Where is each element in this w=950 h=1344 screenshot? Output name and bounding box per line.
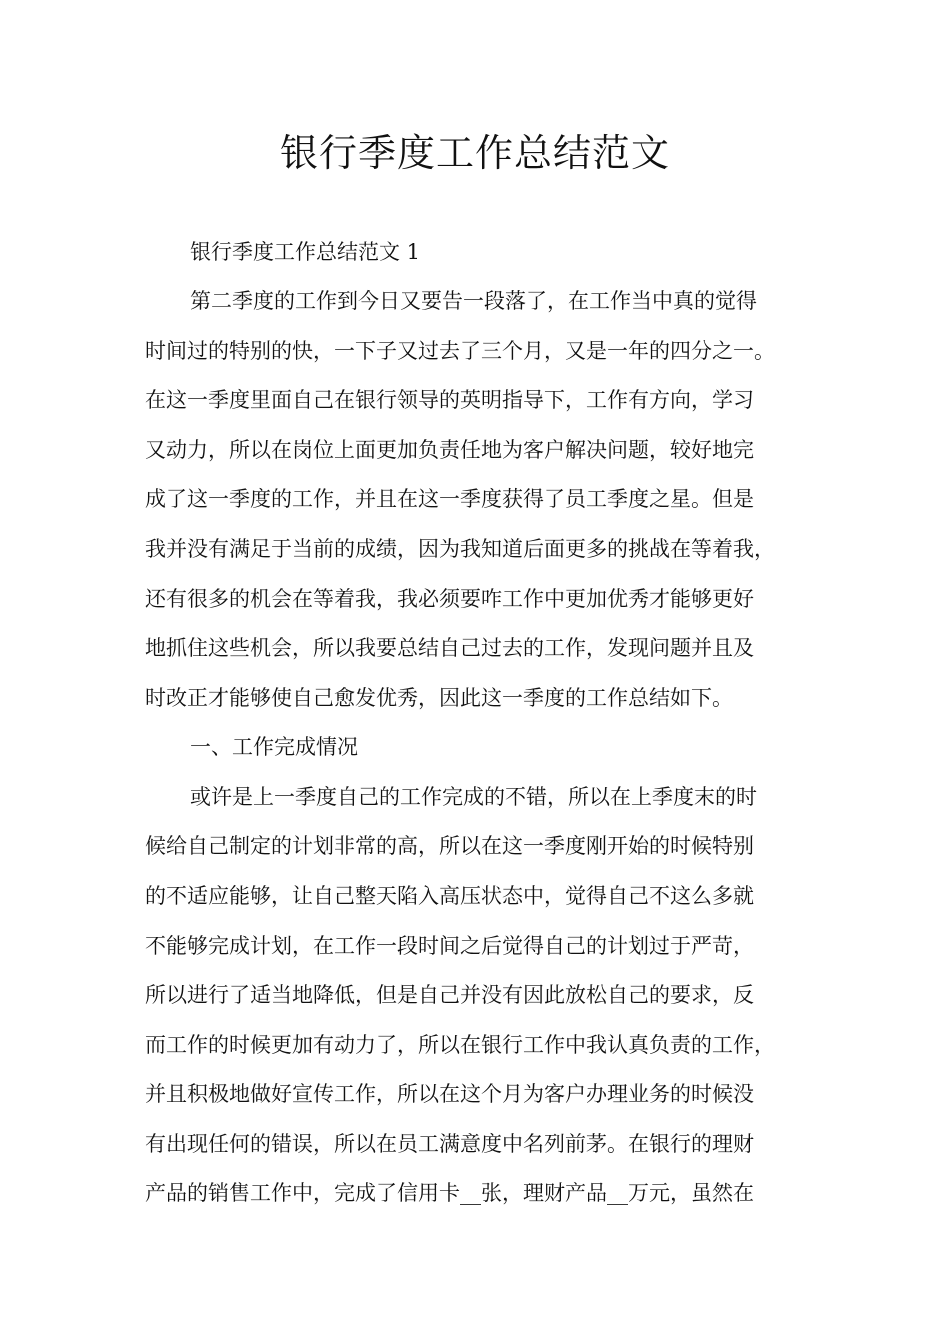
- paragraph-line: 还有很多的机会在等着我，我必须要咋工作中更加优秀才能够更好: [145, 587, 754, 611]
- paragraph-line: 产品的销售工作中，完成了信用卡__张，理财产品__万元，虽然在: [145, 1181, 754, 1205]
- section-heading: 一、工作完成情况: [190, 735, 358, 759]
- paragraph-line: 不能够完成计划，在工作一段时间之后觉得自己的计划过于严苛，: [145, 934, 754, 958]
- document-title: 银行季度工作总结范文: [279, 131, 670, 175]
- paragraph-line: 我并没有满足于当前的成绩，因为我知道后面更多的挑战在等着我，: [145, 537, 775, 561]
- paragraph-line: 候给自己制定的计划非常的高，所以在这一季度刚开始的时候特别: [145, 834, 754, 858]
- paragraph-line: 在这一季度里面自己在银行领导的英明指导下，工作有方向，学习: [145, 388, 754, 412]
- paragraph-line: 所以进行了适当地降低，但是自己并没有因此放松自己的要求，反: [145, 983, 754, 1007]
- paragraph-line: 又动力，所以在岗位上面更加负责任地为客户解决问题，较好地完: [145, 438, 754, 462]
- paragraph-line: 而工作的时候更加有动力了，所以在银行工作中我认真负责的工作，: [145, 1033, 775, 1057]
- paragraph-line: 成了这一季度的工作，并且在这一季度获得了员工季度之星。但是: [145, 487, 754, 511]
- paragraph-line: 的不适应能够，让自己整天陷入高压状态中，觉得自己不这么多就: [145, 884, 754, 908]
- paragraph-line: 时改正才能够使自己愈发优秀，因此这一季度的工作总结如下。: [145, 686, 733, 710]
- paragraph-line: 时间过的特别的快，一下子又过去了三个月，又是一年的四分之一。: [145, 339, 775, 363]
- section-heading: 银行季度工作总结范文 1: [190, 240, 421, 264]
- paragraph-line: 并且积极地做好宣传工作，所以在这个月为客户办理业务的时候没: [145, 1082, 754, 1106]
- paragraph-line: 第二季度的工作到今日又要告一段落了，在工作当中真的觉得: [190, 289, 757, 313]
- paragraph-line: 或许是上一季度自己的工作完成的不错，所以在上季度末的时: [190, 785, 757, 809]
- paragraph-line: 地抓住这些机会，所以我要总结自己过去的工作，发现问题并且及: [145, 636, 754, 660]
- paragraph-line: 有出现任何的错误，所以在员工满意度中名列前茅。在银行的理财: [145, 1132, 754, 1156]
